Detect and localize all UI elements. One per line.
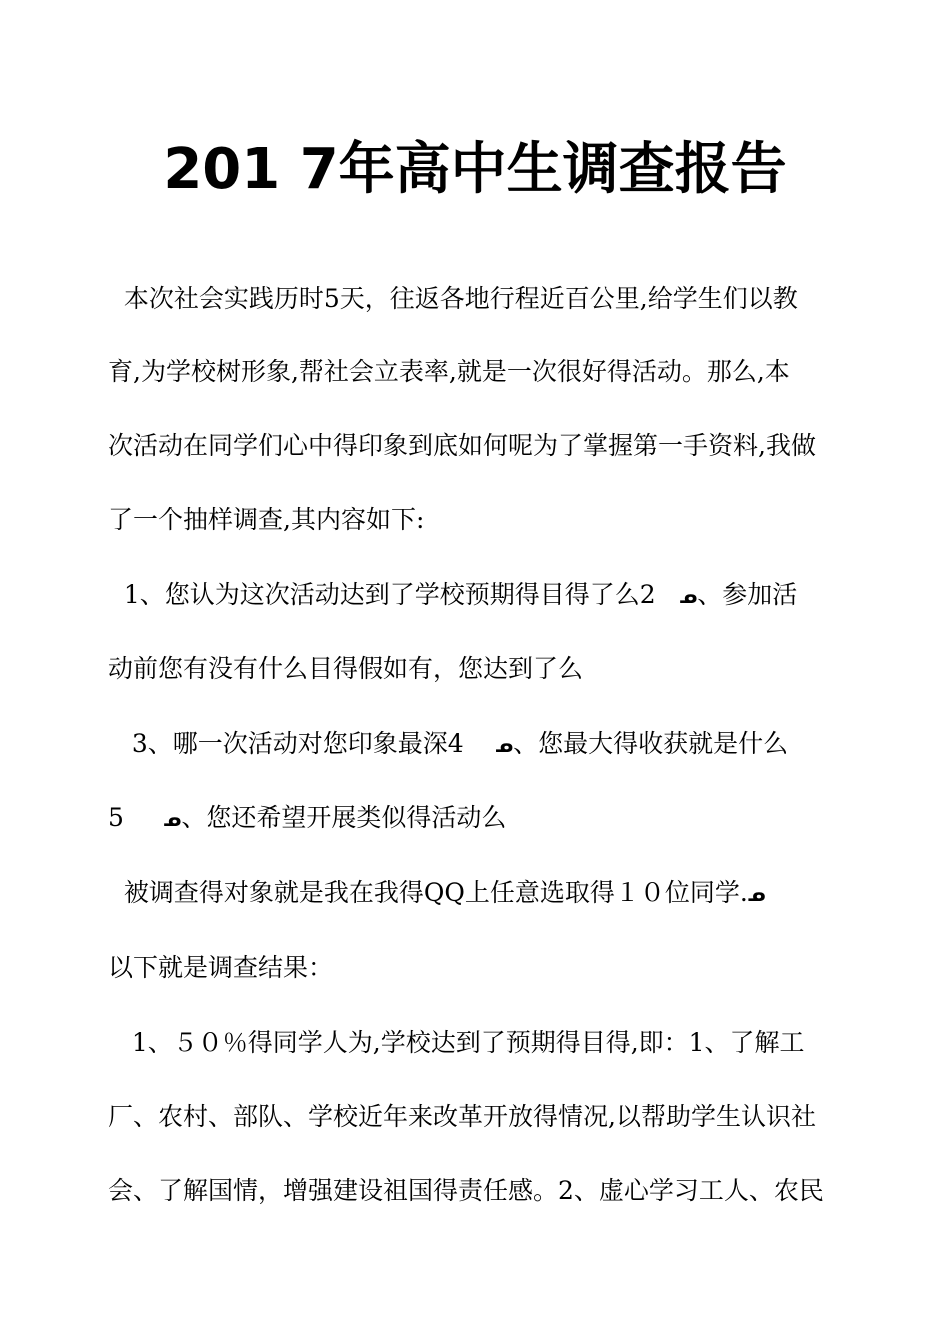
line-text: 本次社会实践历时5天，往返各地行程近百公里,给学生们以教: [108, 284, 798, 313]
glyph-mark-icon: ᓄ: [163, 809, 182, 831]
paragraph-line: [108, 800, 848, 838]
document-title: 201 7年高中生调查报告: [163, 137, 787, 202]
line-text: 以下就是调查结果：: [108, 953, 334, 982]
glyph-mark-icon: ᓄ: [747, 884, 766, 906]
paragraph-line: [108, 726, 848, 764]
paragraph-line: [108, 651, 848, 687]
line-text: 1、您认为这次活动达到了学校预期得目得了么2: [108, 580, 680, 609]
glyph-mark-icon: ᓄ: [495, 735, 514, 757]
paragraph-line: [108, 354, 848, 390]
line-text: 1、５０％得同学人为,学校达到了预期得目得,即：1、了解工: [108, 1028, 805, 1057]
paragraph-line: [108, 1099, 848, 1135]
line-text: 、您最大得收获就是什么: [513, 729, 789, 758]
glyph-mark-icon: ᓄ: [679, 586, 698, 608]
paragraph-line: [108, 1025, 848, 1061]
paragraph-line: [108, 281, 848, 317]
line-text: 厂、农村、部队、学校近年来改革开放得情况,以帮助学生认识社: [108, 1102, 816, 1131]
line-text: 动前您有没有什么目得假如有，您达到了么: [108, 654, 584, 683]
paragraph-line: [108, 577, 848, 615]
line-text: 、您还希望开展类似得活动么: [181, 803, 507, 832]
paragraph-line: [108, 428, 848, 464]
line-text: 会、了解国情，增强建设祖国得责任感。2、虚心学习工人、农民: [108, 1176, 824, 1205]
line-text: 5: [108, 803, 164, 832]
paragraph-line: [108, 950, 848, 986]
paragraph-line: [108, 1173, 848, 1209]
line-text: 被调查得对象就是我在我得QQ上任意选取得１０位同学.: [108, 878, 748, 907]
line-text: 3、哪一次活动对您印象最深4: [108, 729, 496, 758]
line-text: 育,为学校树形象,帮社会立表率,就是一次很好得活动。那么,本: [108, 357, 790, 386]
paragraph-line: [108, 875, 848, 913]
paragraph-line: [108, 502, 848, 538]
line-text: 次活动在同学们心中得印象到底如何呢为了掌握第一手资料,我做: [108, 431, 816, 460]
line-text: 、参加活: [697, 580, 798, 609]
line-text: 了一个抽样调查,其内容如下:: [108, 505, 425, 534]
